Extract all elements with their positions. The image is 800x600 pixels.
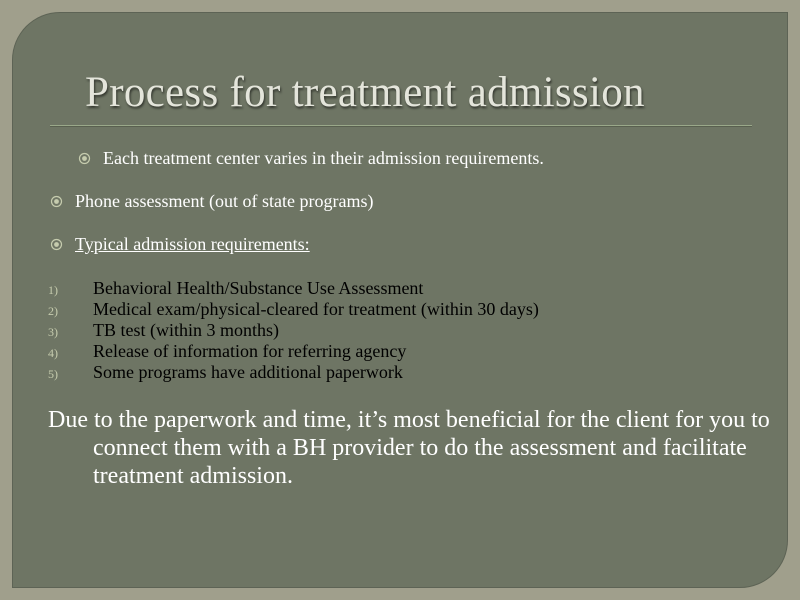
item-number: 3) — [48, 325, 58, 339]
item-text: TB test (within 3 months) — [93, 320, 279, 340]
item-number: 1) — [48, 283, 58, 297]
slide-title: Process for treatment admission — [85, 69, 645, 116]
numbered-item — [48, 278, 423, 299]
item-number: 4) — [48, 346, 58, 360]
closing-paragraph: Due to the paperwork and time, it’s most beneficial for the client for you to connect them with a BH provider to do the assessment and facilitate treatment admission. — [48, 407, 770, 489]
item-text: Medical exam/physical-cleared for treatment (within 30 days) — [93, 299, 539, 319]
item-text: Behavioral Health/Substance Use Assessment — [93, 278, 424, 298]
item-number: 5) — [48, 367, 58, 381]
bullet-item — [50, 191, 373, 212]
bullet-item — [78, 148, 544, 169]
bullet-text: Each treatment center varies in their admission requirements. — [103, 148, 544, 168]
numbered-item — [48, 299, 539, 320]
circle-bullet-icon — [50, 238, 63, 251]
item-text: Some programs have additional paperwork — [93, 362, 403, 382]
circle-bullet-icon — [50, 195, 63, 208]
numbered-item — [48, 362, 403, 383]
item-number: 2) — [48, 304, 58, 318]
bullet-text-underlined: Typical admission requirements: — [75, 234, 310, 254]
bullet-item — [50, 234, 310, 255]
title-divider — [50, 125, 752, 127]
bullet-text: Phone assessment (out of state programs) — [75, 191, 374, 211]
circle-bullet-icon — [78, 152, 91, 165]
numbered-item — [48, 320, 279, 341]
item-text: Release of information for referring agency — [93, 341, 407, 361]
numbered-item — [48, 341, 406, 362]
